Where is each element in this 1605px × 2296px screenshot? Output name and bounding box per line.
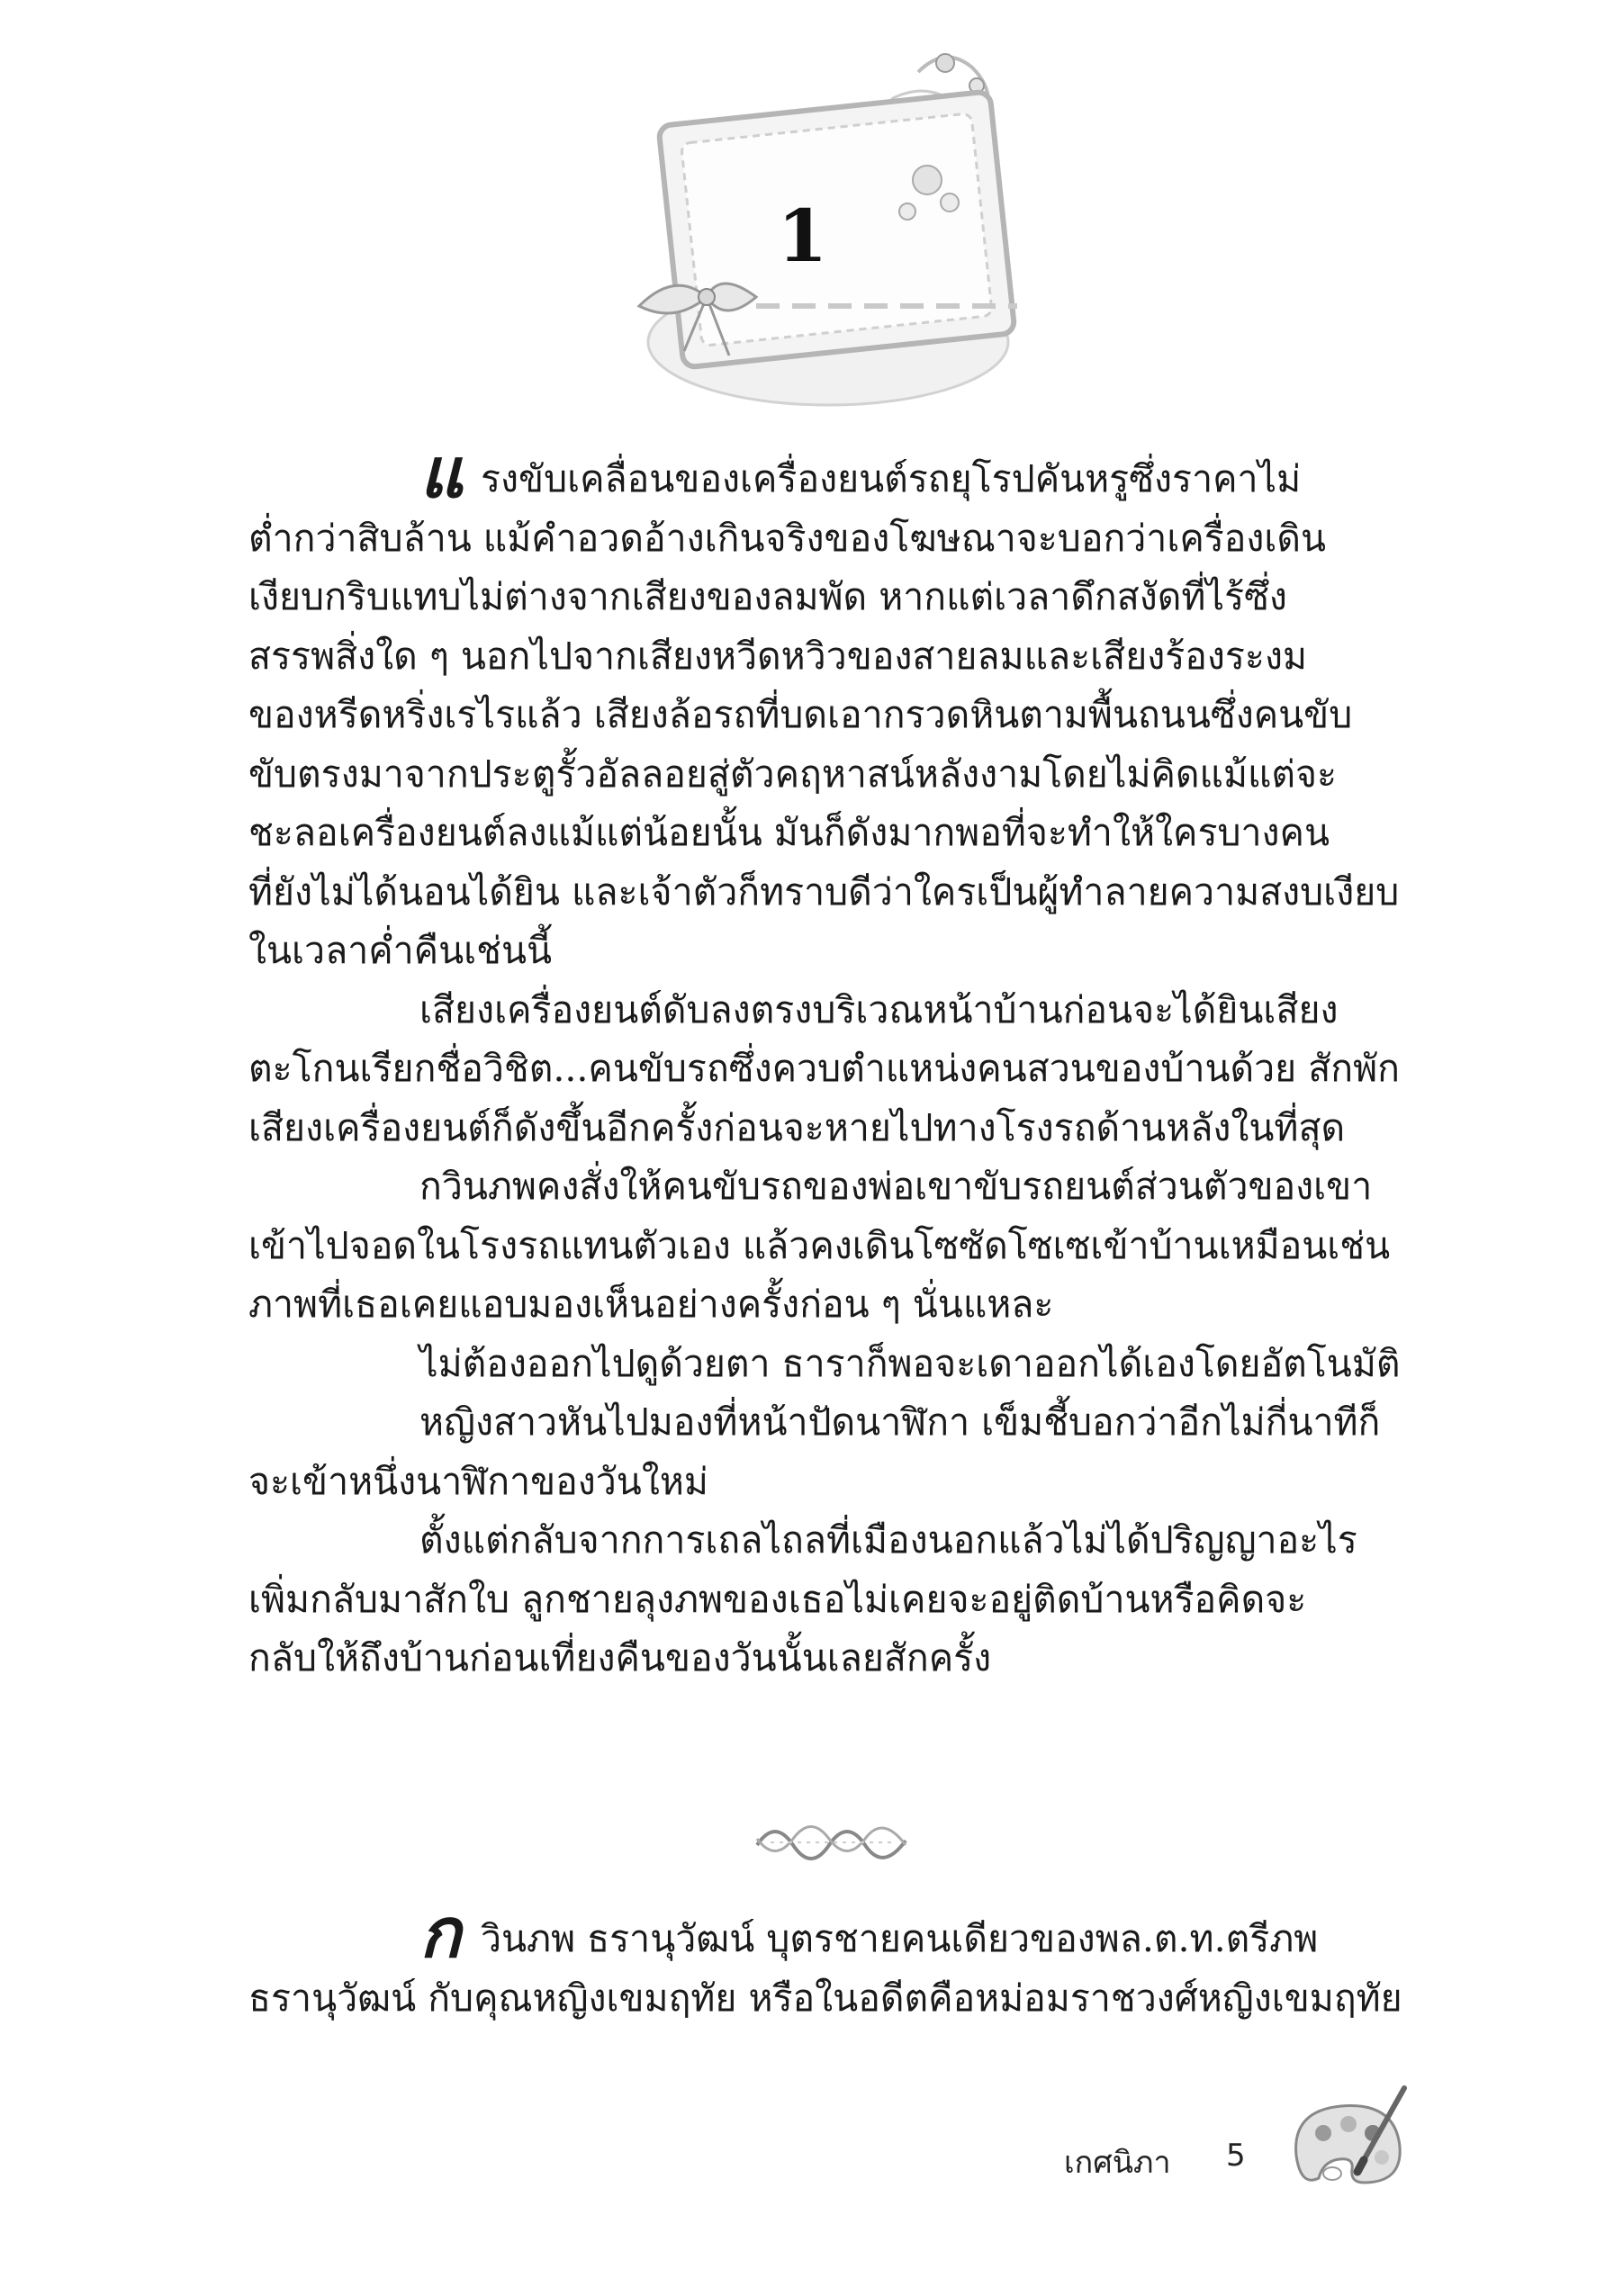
paragraph-line: กลับให้ถึงบ้านก่อนเที่ยงคืนของวันนั้นเลยสักครั้ง (248, 1636, 992, 1679)
paragraph-line: ขับตรงมาจากประตูรั้วอัลลอยสู่ตัวคฤหาสน์หลังงามโดยไม่คิดแม้แต่จะ (248, 752, 1338, 796)
paragraph-line: ตั้งแต่กลับจากการเถลไถลที่เมืองนอกแล้วไม่ได้ปริญญาอะไร (419, 1518, 1357, 1562)
paragraph-line: ในเวลาค่ำคืนเช่นนี้ (248, 929, 553, 972)
scene-break-ornament (753, 1814, 915, 1868)
drop-cap: ก (419, 1893, 462, 1973)
paragraph-line: จะเข้าหนึ่งนาฬิกาของวันใหม่ (248, 1459, 708, 1503)
paragraph-line: ธรานุวัฒน์ กับคุณหญิงเขมฤทัย หรือในอดีตคือหม่อมราชวงศ์หญิงเขมฤทัย (248, 1976, 1402, 2020)
paragraph-line: แรงขับเคลื่อนของเครื่องยนต์รถยุโรปคันหรูซึ่งราคาไม่ (419, 433, 1302, 513)
page-number: 5 (1226, 2138, 1246, 2174)
paragraph-line: กวินภพ ธรานุวัฒน์ บุตรชายคนเดียวของพล.ต.ท.ตรีภพ (419, 1893, 1319, 1973)
paragraph-line: ที่ยังไม่ได้นอนได้ยิน และเจ้าตัวก็ทราบดีว่าใครเป็นผู้ทำลายความสงบเงียบ (248, 869, 1400, 914)
paragraph-line: ภาพที่เธอเคยแอบมองเห็นอย่างครั้งก่อน ๆ นั่นแหละ (248, 1283, 1054, 1326)
drop-cap: แ (419, 433, 464, 513)
paragraph-line: เสียงเครื่องยนต์ก็ดังขึ้นอีกครั้งก่อนจะหายไปทางโรงรถด้านหลังในที่สุด (248, 1105, 1346, 1149)
paragraph-line: เพิ่มกลับมาสักใบ ลูกชายลุงภพของเธอไม่เคยจะอยู่ติดบ้านหรือคิดจะ (248, 1577, 1307, 1621)
chapter-body (248, 433, 1401, 1688)
paragraph-line: กวินภพคงสั่งให้คนขับรถของพ่อเขาขับรถยนต์ส่วนตัวของเขา (419, 1165, 1373, 1208)
paragraph-line: ไม่ต้องออกไปดูด้วยตา ธาราก็พอจะเดาออกได้เองโดยอัตโนมัติ (419, 1341, 1401, 1385)
paragraph-line: ของหรีดหริ่งเรไรแล้ว เสียงล้อรถที่บดเอากรวดหินตามพื้นถนนซึ่งคนขับ (248, 693, 1353, 736)
footer-book-title: เกศนิภา (1064, 2145, 1171, 2181)
paragraph-line: สรรพสิ่งใด ๆ นอกไปจากเสียงหวีดหวิวของสายลมและเสียงร้องระงม (248, 634, 1307, 678)
paragraph-line: เสียงเครื่องยนต์ดับลงตรงบริเวณหน้าบ้านก่อนจะได้ยินเสียง (419, 987, 1339, 1031)
paragraph-line: เงียบกริบแทบไม่ต่างจากเสียงของลมพัด หากแต่เวลาดึกสงัดที่ไร้ซึ่ง (248, 575, 1287, 618)
paragraph-line: เข้าไปจอดในโรงรถแทนตัวเอง แล้วคงเดินโซซัดโซเซเข้าบ้านเหมือนเช่น (248, 1223, 1391, 1267)
paragraph-line: ชะลอเครื่องยนต์ลงแม้แต่น้อยนั้น มันก็ดังมากพอที่จะทำให้ใครบางคน (248, 811, 1330, 854)
paragraph-line: ตะโกนเรียกชื่อวิชิต...คนขับรถซึ่งควบตำแหน่งคนสวนของบ้านด้วย สักพัก (248, 1047, 1400, 1090)
chapter-number: 1 (777, 194, 828, 278)
palette-icon (1278, 2084, 1413, 2210)
paragraph-line: ต่ำกว่าสิบล้าน แม้คำอวดอ้างเกินจริงของโฆษณาจะบอกว่าเครื่องเดิน (248, 516, 1327, 560)
chapter-body-section-2 (248, 1893, 1402, 2028)
paragraph-line: หญิงสาวหันไปมองที่หน้าปัดนาฬิกา เข็มชี้บอกว่าอีกไม่กี่นาทีก็ (419, 1400, 1381, 1444)
